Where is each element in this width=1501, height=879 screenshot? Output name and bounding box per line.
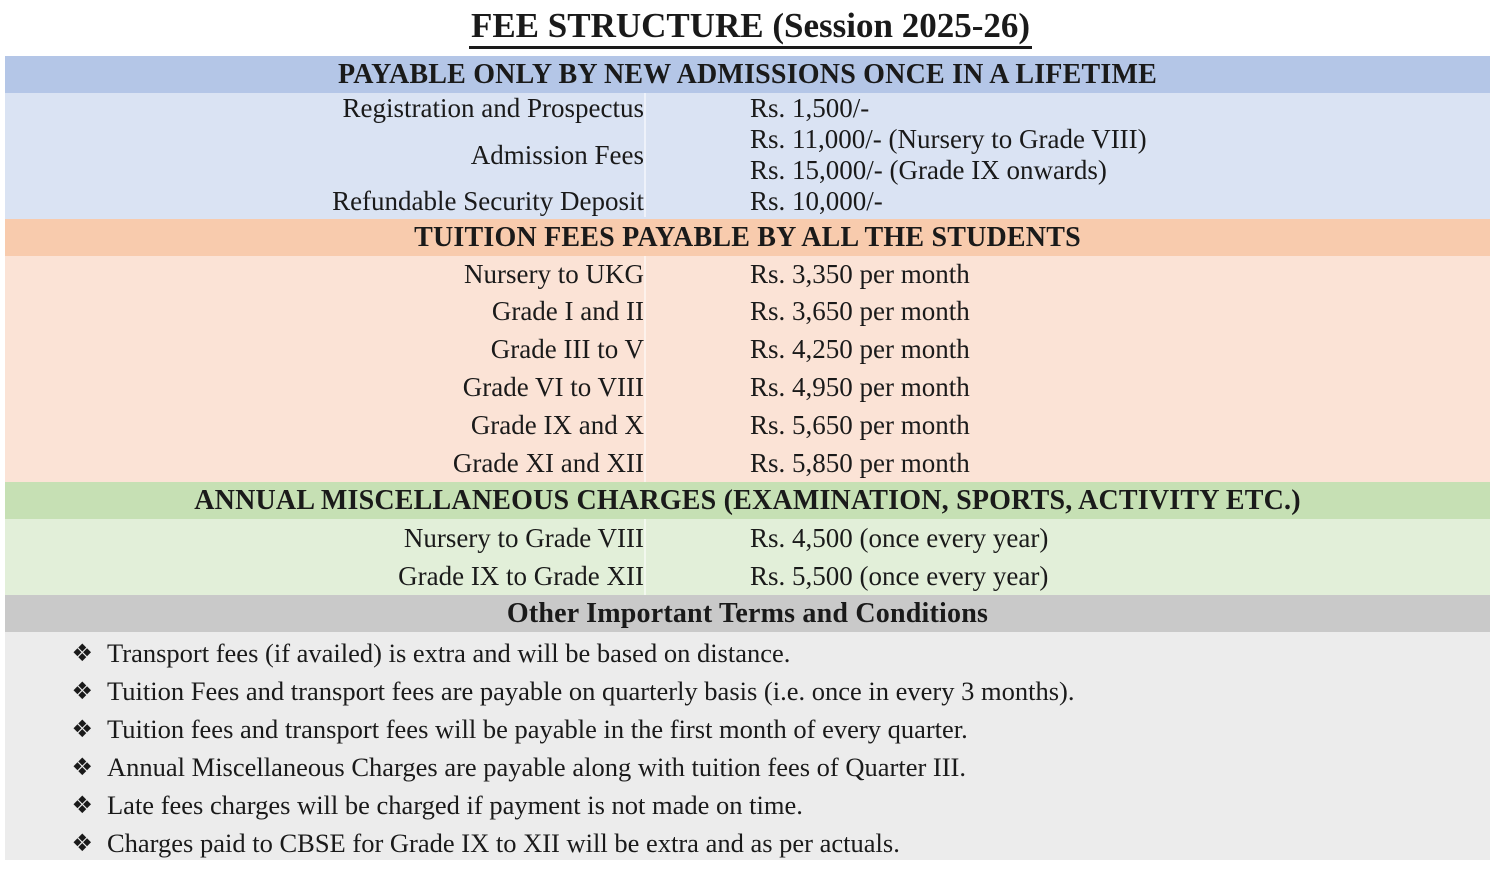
fee-label: Nursery to Grade VIII — [5, 519, 646, 557]
term-text: Tuition fees and transport fees will be payable in the first month of every quarter. — [107, 713, 968, 744]
annual-charges-header: ANNUAL MISCELLANEOUS CHARGES (EXAMINATION, SPORTS, ACTIVITY ETC.) — [5, 482, 1490, 519]
fee-value: Rs. 5,500 (once every year) — [750, 560, 1049, 591]
list-item — [5, 824, 1490, 862]
tuition-header: TUITION FEES PAYABLE BY ALL THE STUDENTS — [5, 219, 1490, 256]
fee-row-security-deposit — [5, 186, 1490, 217]
term-text: Annual Miscellaneous Charges are payable along with tuition fees of Quarter III. — [107, 751, 967, 782]
fee-table — [5, 56, 1490, 860]
table-row — [5, 444, 1490, 482]
new-admissions-header: PAYABLE ONLY BY NEW ADMISSIONS ONCE IN A LIFETIME — [5, 56, 1490, 93]
term-text: Tuition Fees and transport fees are payable on quarterly basis (i.e. once in every 3 months). — [107, 675, 1075, 706]
fee-amount: Rs. 11,000/- (Nursery to Grade VIII) — [750, 124, 1147, 154]
bullet-icon: ❖ — [71, 639, 93, 667]
new-admissions-section — [5, 93, 1490, 219]
fee-label: Nursery to UKG — [5, 256, 646, 292]
bullet-icon: ❖ — [71, 791, 93, 819]
fee-row-registration — [5, 93, 1490, 124]
list-item — [5, 710, 1490, 748]
term-text: Late fees charges will be charged if payment is not made on time. — [107, 789, 803, 820]
fee-amount: Rs. 15,000/- (Grade IX onwards) — [750, 155, 1107, 185]
annual-charges-section — [5, 519, 1490, 595]
fee-label: Admission Fees — [5, 124, 646, 186]
bullet-icon: ❖ — [71, 677, 93, 705]
table-row — [5, 292, 1490, 330]
table-row — [5, 406, 1490, 444]
bullet-icon: ❖ — [71, 715, 93, 743]
title-area — [0, 6, 1501, 49]
tuition-section — [5, 256, 1490, 482]
fee-value: Rs. 5,850 per month — [750, 447, 970, 478]
fee-value: Rs. 4,250 per month — [750, 333, 970, 364]
fee-value — [646, 186, 1490, 217]
term-text: Transport fees (if availed) is extra and will be based on distance. — [107, 637, 791, 668]
table-row — [5, 256, 1490, 292]
fee-label: Grade I and II — [5, 292, 646, 330]
list-item — [5, 786, 1490, 824]
fee-value: Rs. 4,950 per month — [750, 371, 970, 402]
page-title: FEE STRUCTURE (Session 2025-26) — [469, 6, 1032, 49]
fee-label: Grade VI to VIII — [5, 368, 646, 406]
terms-list — [5, 632, 1490, 860]
fee-label: Grade XI and XII — [5, 444, 646, 482]
fee-row-admission — [5, 124, 1490, 186]
fee-label: Grade III to V — [5, 330, 646, 368]
table-row — [5, 368, 1490, 406]
table-row — [5, 557, 1490, 595]
fee-label: Grade IX and X — [5, 406, 646, 444]
fee-value: Rs. 4,500 (once every year) — [750, 522, 1049, 553]
fee-amount: Rs. 1,500/- — [750, 93, 870, 123]
bullet-icon: ❖ — [71, 829, 93, 857]
fee-label: Registration and Prospectus — [5, 93, 646, 124]
fee-value — [646, 93, 1490, 124]
bullet-icon: ❖ — [71, 753, 93, 781]
terms-header: Other Important Terms and Conditions — [5, 595, 1490, 632]
fee-label: Refundable Security Deposit — [5, 186, 646, 217]
fee-value: Rs. 3,350 per month — [750, 258, 970, 289]
fee-value: Rs. 3,650 per month — [750, 295, 970, 326]
fee-label: Grade IX to Grade XII — [5, 557, 646, 595]
list-item — [5, 634, 1490, 672]
fee-value — [646, 124, 1490, 186]
list-item — [5, 748, 1490, 786]
table-row — [5, 330, 1490, 368]
list-item — [5, 672, 1490, 710]
table-row — [5, 519, 1490, 557]
fee-value: Rs. 5,650 per month — [750, 409, 970, 440]
term-text: Charges paid to CBSE for Grade IX to XII will be extra and as per actuals. — [107, 827, 900, 858]
fee-amount: Rs. 10,000/- — [750, 186, 883, 216]
